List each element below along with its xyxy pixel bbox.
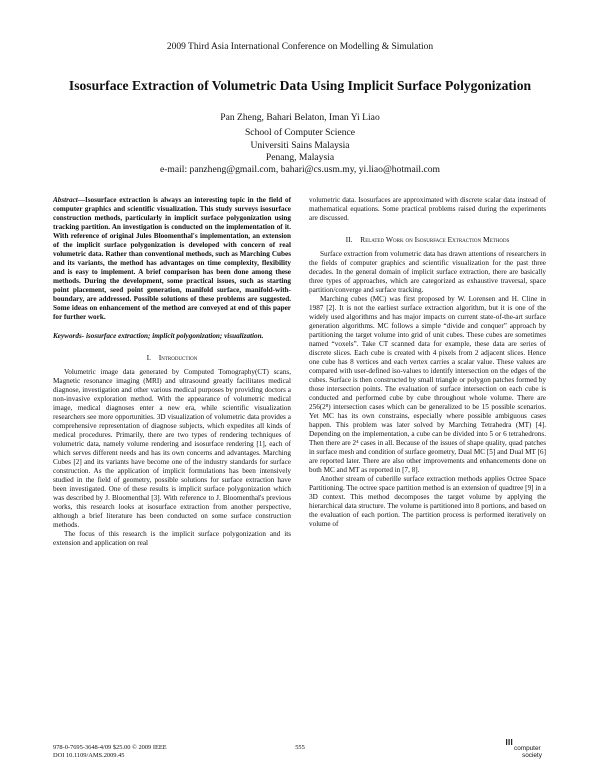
section-title: Related Work on Isosurface Extraction Methods <box>360 235 510 244</box>
affiliation-location: Penang, Malaysia <box>265 151 335 163</box>
abstract <box>53 196 291 322</box>
logo-word-computer: computer <box>514 745 541 752</box>
abstract-text: —Isosurface extraction is always an interesting topic in the field of computer graphics and scientific visualization. This study surveys isosurface construction methods, particularly in implicit surface polygonization using tracking partition. An investigation is conducted on the implementation of it. With reference of original Jules Bloomenthal's implementation, an extension of the implicit surface polygonization is developed with concern of real volumetric data. Rather than conventional methods, such as Marching Cubes and its variants, the method has advantages on time complexity, flexibility and is easy to implement. A brief comparison has been done among these methods. During the development, some practical issues, such as starting point placement, seed point generation, manifold surface, manifold-with-boundary, are addressed. Possible solutions of these problems are suggested. Some ideas on enhancement of the method are conveyed at end of this paper for further work. <box>53 196 291 321</box>
paragraph: The focus of this research is the implicit surface polygonization and its extension and application on real <box>53 530 291 547</box>
section-heading-introduction <box>53 353 291 362</box>
right-column <box>309 196 546 529</box>
section-title: Introduction <box>158 353 198 362</box>
paper-title: Isosurface Extraction of Volumetric Data Using Implicit Surface Polygonization <box>68 78 532 93</box>
logo-word-society: society <box>522 752 542 759</box>
paragraph: Volumetric image data generated by Computed Tomography(CT) scans, Magnetic resonance imaging (MRI) and ultrasound greatly facilitates medical diagnose, investigation and other various medical purposes by providing doctors a non-invasive exploration method. With the appearance of volumetric medical image, medical diagnoses enter a new era, while scientific visualization researchers see more opportunities. 3D visualization of volumetric data provides a comprehensive representation of diagnose subjects, which expedites all kinds of medical procedures. Primarily, there are two types of rendering techniques of volumetric data, namely volume rendering and isosurface rendering [1], each of which serves different needs and has its own concerns and advantages. Marching Cubes [2] and its variants have become one of the industry standards for surface construction. As the application of implicit formulations has been intensively studied in the field of geometry, possible solutions for surface extraction have been investigated. One of these results is implicit surface polygonization which was described by J. Bloomenthal [3]. With reference to J. Bloomenthal's previous works, this research looks at isosurface extraction from another perspective, although a brief literature has been conducted on some surface construction methods. <box>53 368 291 529</box>
conference-header: 2009 Third Asia International Conference on Modelling & Simulation <box>166 42 434 52</box>
left-column <box>53 196 291 548</box>
abstract-lead: Abstract <box>53 196 78 204</box>
paragraph: Marching cubes (MC) was first proposed by W. Lorensen and H. Cline in 1987 [2]. It is not the earliest surface extraction algorithm, but it is one of the widely used algorithms and has major impacts on current state-of-the-art surface generation algorithms. MC follows a simple “divide and conquer” approach by partitioning the target volume into grid of unit cubes. These cubes are sometimes named “voxels”. Take CT scanned data for example, these data are series of discrete slices. Each cube is created with 4 pixels from 2 adjacent slices. Hence one cube has 8 vertices and each vertex carries a scalar value. These values are compared with user-defined iso-values to identify intersection on the edges of the cubes. Surface is then constructed by small triangle or polygon patches formed by those intersection points. The evaluation of surface intersection on each cube is conducted and performed cube by cube throughout whole volume. There are 256(2⁸) intersection cases which can be generalized to be 15 possible scenarios. Yet MC has its own constrains, especially where possible ambiguous cases happen. This problem was later solved by Marching Tetrahedra (MT) [4]. Depending on the implementation, a cube can be divided into 5 or 6 tetrahedrons. Then there are 2⁴ cases in all. Because of the issues of shape quality, quad patches in surface mesh and condition of surface geometry, Dual MC [5] and Dual MT [6] are reported later. There are also other improvements and enhancements done on both MC and MT as reported in [7, 8]. <box>309 295 546 474</box>
paragraph: Another stream of cuberille surface extraction methods applies Octree Space Partitioning. The octree space partition method is an extension of quadtree [9] in a 3D context. This method decomposes the target volume by applying the hierarchical data structure. The volume is partitioned into 8 portions, and based on the evaluation of each portion. The partition process is performed iteratively on volume of <box>309 475 546 528</box>
author-emails: e-mail: panzheng@gmail.com, bahari@cs.usm.my, yi.liao@hotmail.com <box>159 164 441 176</box>
footer-isbn: 978-0-7695-3648-4/09 $25.00 © 2009 IEEE <box>53 744 167 751</box>
paragraph: Surface extraction from volumetric data has drawn attentions of researchers in the fields of computer graphics and scientific visualization for the past three decades. In the general domain of implicit surface extraction, there are basically three types of approaches, which are categorized as exhaustive traversal, space partition/converge and surface tracking. <box>309 250 546 294</box>
author-names: Pan Zheng, Bahari Belaton, Iman Yi Liao <box>220 112 380 123</box>
section-heading-related-work <box>309 235 546 244</box>
paragraph-continued: volumetric data. Isosurfaces are approximated with discrete scalar data instead of mathematical equations. Some practical problems raised during the experiments are discussed. <box>309 196 546 222</box>
footer-doi: DOI 10.1109/AMS.2009.45 <box>53 752 125 759</box>
section-number: II. <box>345 235 353 244</box>
author-block <box>0 112 600 176</box>
page-number: 555 <box>295 744 305 751</box>
keywords: Keywords- isosurface extraction; implicit polygonization; visualization. <box>53 332 264 340</box>
section-number: I. <box>146 353 152 362</box>
affiliation-school: School of Computer Science <box>244 127 356 139</box>
affiliation-university: Universiti Sains Malaysia <box>250 139 350 151</box>
